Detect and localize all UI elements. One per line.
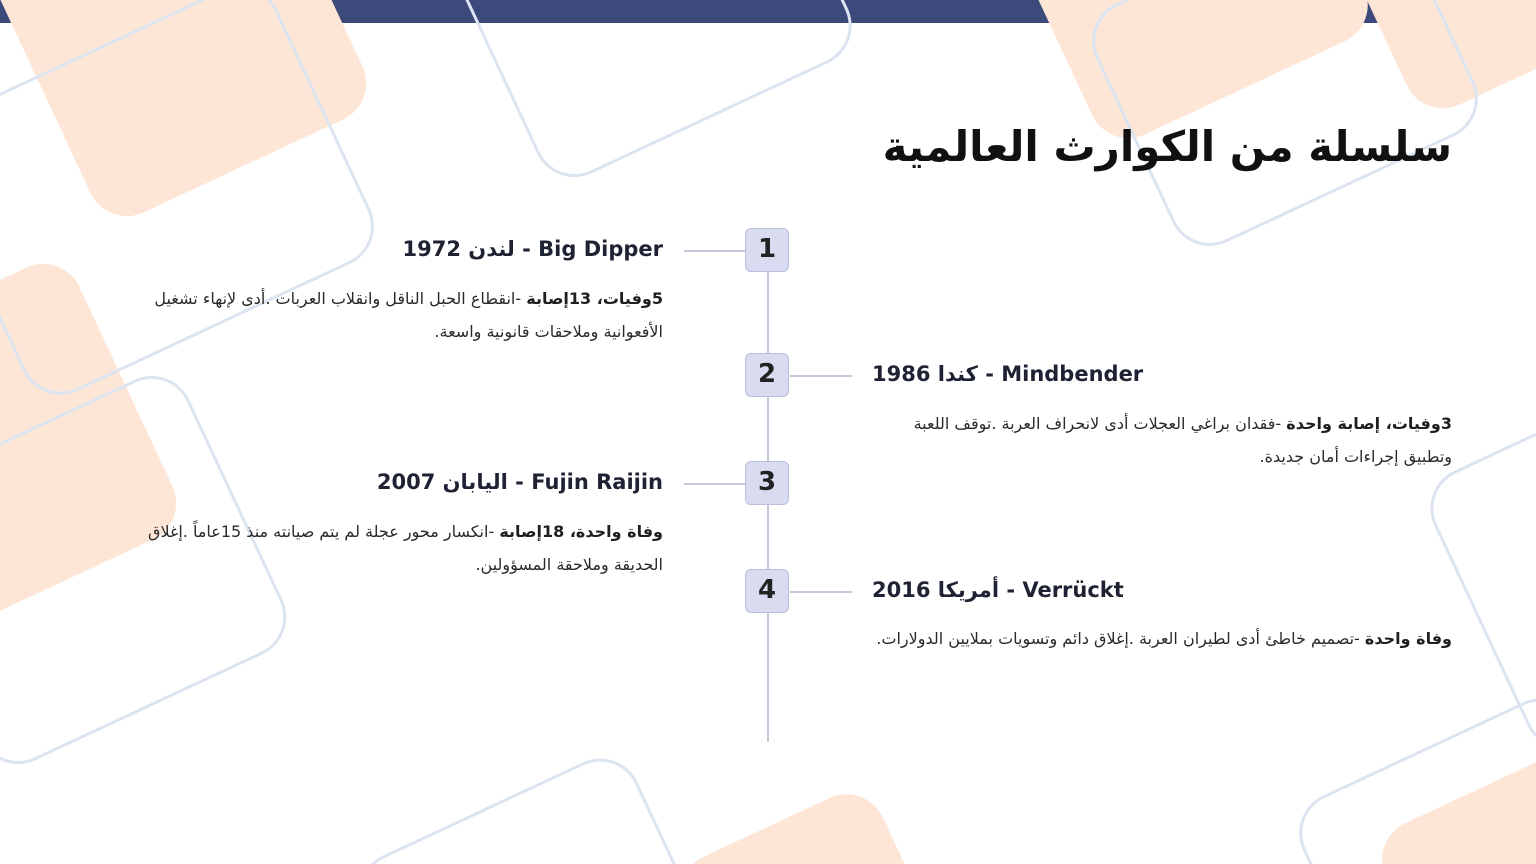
- event-description-1: [123, 282, 663, 348]
- event-stats-3: وفاة واحدة، 18إصابة: [499, 522, 663, 541]
- event-separator-3: -: [488, 522, 500, 541]
- slide-title: سلسلة من الكوارث العالمية: [882, 122, 1452, 171]
- event-separator-1: -: [515, 289, 527, 308]
- event-title-2: كندا 1986 - Mindbender: [872, 362, 1144, 386]
- timeline-marker-2: 2: [745, 353, 789, 397]
- timeline-marker-1: 1: [745, 228, 789, 272]
- connector-3: [684, 483, 746, 485]
- event-text-3: انكسار محور عجلة لم يتم صيانته منذ 15عاماً .إغلاق الحديقة وملاحقة المسؤولين.: [148, 522, 663, 574]
- bg-outline-shape: [437, 0, 863, 189]
- bg-peach-shape: [0, 0, 379, 229]
- event-text-4: تصميم خاطئ أدى لطيران العربة .إغلاق دائم وتسويات بملايين الدولارات.: [876, 629, 1355, 648]
- event-text-2: فقدان براغي العجلات أدى لانحراف العربة .توقف اللعبة وتطبيق إجراءات أمان جديدة.: [913, 414, 1452, 466]
- timeline-marker-4: 4: [745, 569, 789, 613]
- bg-peach-shape: [1369, 739, 1536, 864]
- connector-4: [790, 591, 852, 593]
- bg-peach-shape: [666, 781, 933, 864]
- event-title-1: لندن 1972 - Big Dipper: [402, 237, 663, 261]
- event-description-3: [123, 515, 663, 581]
- bg-outline-shape: [348, 747, 713, 864]
- bg-peach-shape: [1339, 0, 1536, 121]
- event-title-3: اليابان 2007 - Fujin Raijin: [376, 470, 663, 494]
- event-stats-4: وفاة واحدة: [1364, 629, 1452, 648]
- event-description-4: [872, 622, 1452, 655]
- connector-2: [790, 375, 852, 377]
- event-separator-2: -: [1275, 414, 1287, 433]
- event-title-4: أمريكا 2016 - Verrückt: [872, 578, 1124, 602]
- event-stats-1: 5وفيات، 13إصابة: [526, 289, 663, 308]
- event-text-1: انقطاع الحبل الناقل وانقلاب العربات .أدى لإنهاء تشغيل الأفعوانية وملاحقات قانونية واسعة.: [154, 289, 663, 341]
- timeline-marker-3: 3: [745, 461, 789, 505]
- event-description-2: [872, 407, 1452, 473]
- event-separator-4: -: [1354, 629, 1365, 648]
- event-stats-2: 3وفيات، إصابة واحدة: [1286, 414, 1452, 433]
- connector-1: [684, 250, 746, 252]
